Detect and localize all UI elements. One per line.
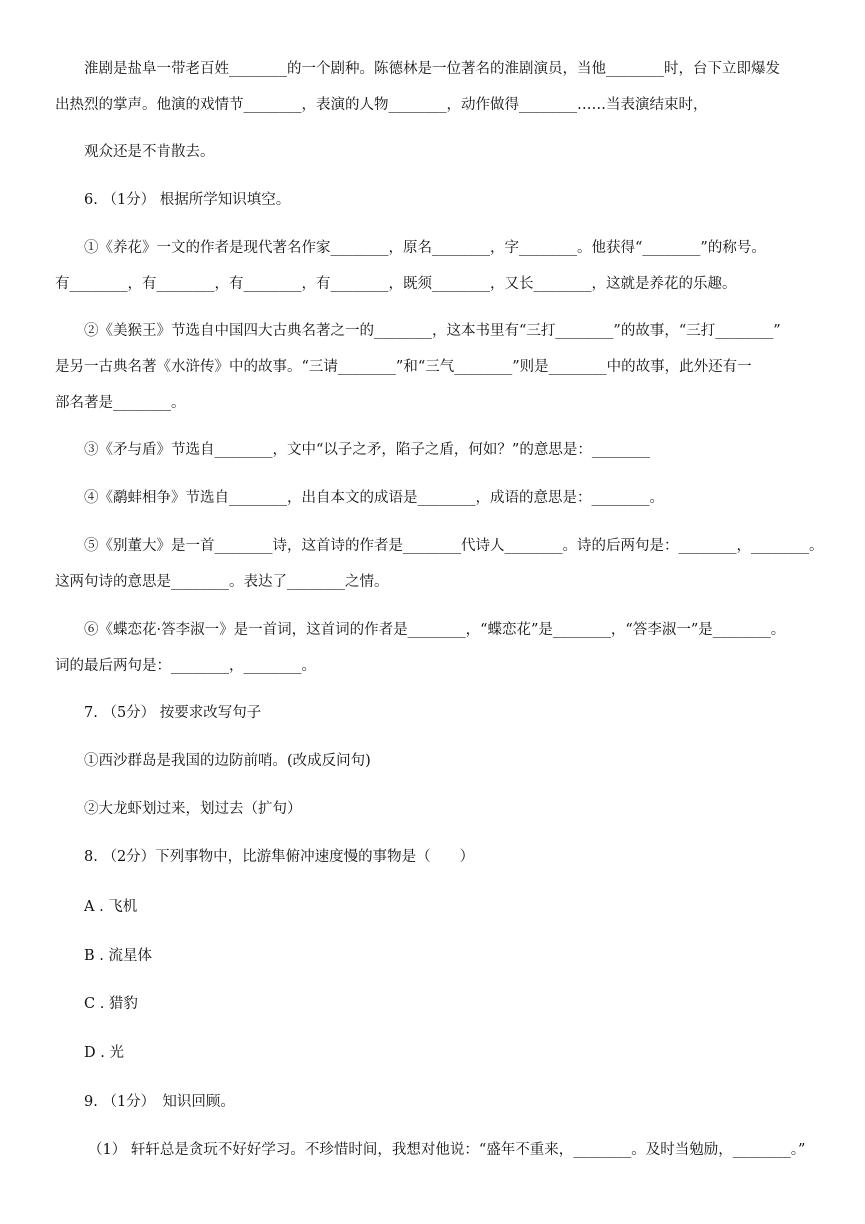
q8-option-c: C . 猎豹 [84, 996, 138, 1012]
q8-option-b: B . 流星体 [84, 948, 152, 964]
q6-p1-line-1: ①《养花》一文的作者是现代著名作家________，原名________，字________。他获得“________”的称号。 [84, 240, 766, 256]
q6-p2-line-3: 部名著是________。 [55, 395, 186, 411]
q8-option-d: D . 光 [84, 1045, 124, 1061]
q6-p4-line-1: ④《鹬蚌相争》节选自________，出自本文的成语是________，成语的意思是：________。 [84, 490, 664, 506]
q7-header: 7. （5分） 按要求改写句子 [84, 705, 262, 721]
q7-item-2: ②大龙虾划过来，划过去（扩句） [84, 801, 302, 817]
q6-p1-line-2: 有________，有________，有________，有________，既须________，又长________，这就是养花的乐趣。 [55, 276, 737, 292]
intro-line-1: 淮剧是盐阜一带老百姓________的一个剧种。陈德林是一位著名的淮剧演员，当他________时，台下立即爆发 [84, 61, 780, 77]
q9-header: 9. （1分） 知识回顾。 [84, 1094, 235, 1110]
q6-p5-line-2: 这两句诗的意思是________。表达了________之情。 [55, 574, 389, 590]
q6-p2-line-1: ②《美猴王》节选自中国四大古典名著之一的________，这本书里有“三打________”的故事，“三打________” [84, 323, 781, 339]
q6-p5-line-1: ⑤《别董大》是一首________诗，这首诗的作者是________代诗人________。诗的后两句是：________，________。 [84, 538, 824, 554]
intro-line-3: 观众还是不肯散去。 [84, 144, 215, 160]
q9-item-1: （1） 轩轩总是贪玩不好好学习。不珍惜时间，我想对他说：“盛年不重来，________。及时当勉励，________。” [88, 1142, 806, 1158]
intro-line-2: 出热烈的掌声。他演的戏情节________，表演的人物________，动作做得________……当表演结束时， [55, 97, 708, 113]
q6-p2-line-2: 是另一古典名著《水浒传》中的故事。“三请________”和“三气________”则是________中的故事，此外还有一 [55, 359, 752, 375]
q6-p3-line-1: ③《矛与盾》节选自________，文中“以子之矛，陷子之盾，何如？”的意思是：________ [84, 442, 650, 458]
q6-p6-line-1: ⑥《蝶恋花·答李淑一》是一首词，这首词的作者是________，“蝶恋花”是________，“答李淑一”是________。 [84, 622, 786, 638]
q8-header: 8. （2分）下列事物中，比游隼俯冲速度慢的事物是（ ） [84, 849, 475, 865]
q8-option-a: A . 飞机 [84, 899, 138, 915]
q6-header: 6. （1分） 根据所学知识填空。 [84, 192, 291, 208]
q7-item-1: ①西沙群岛是我国的边防前哨。(改成反问句) [84, 753, 371, 769]
q6-p6-line-2: 词的最后两句是：________，________。 [55, 658, 316, 674]
